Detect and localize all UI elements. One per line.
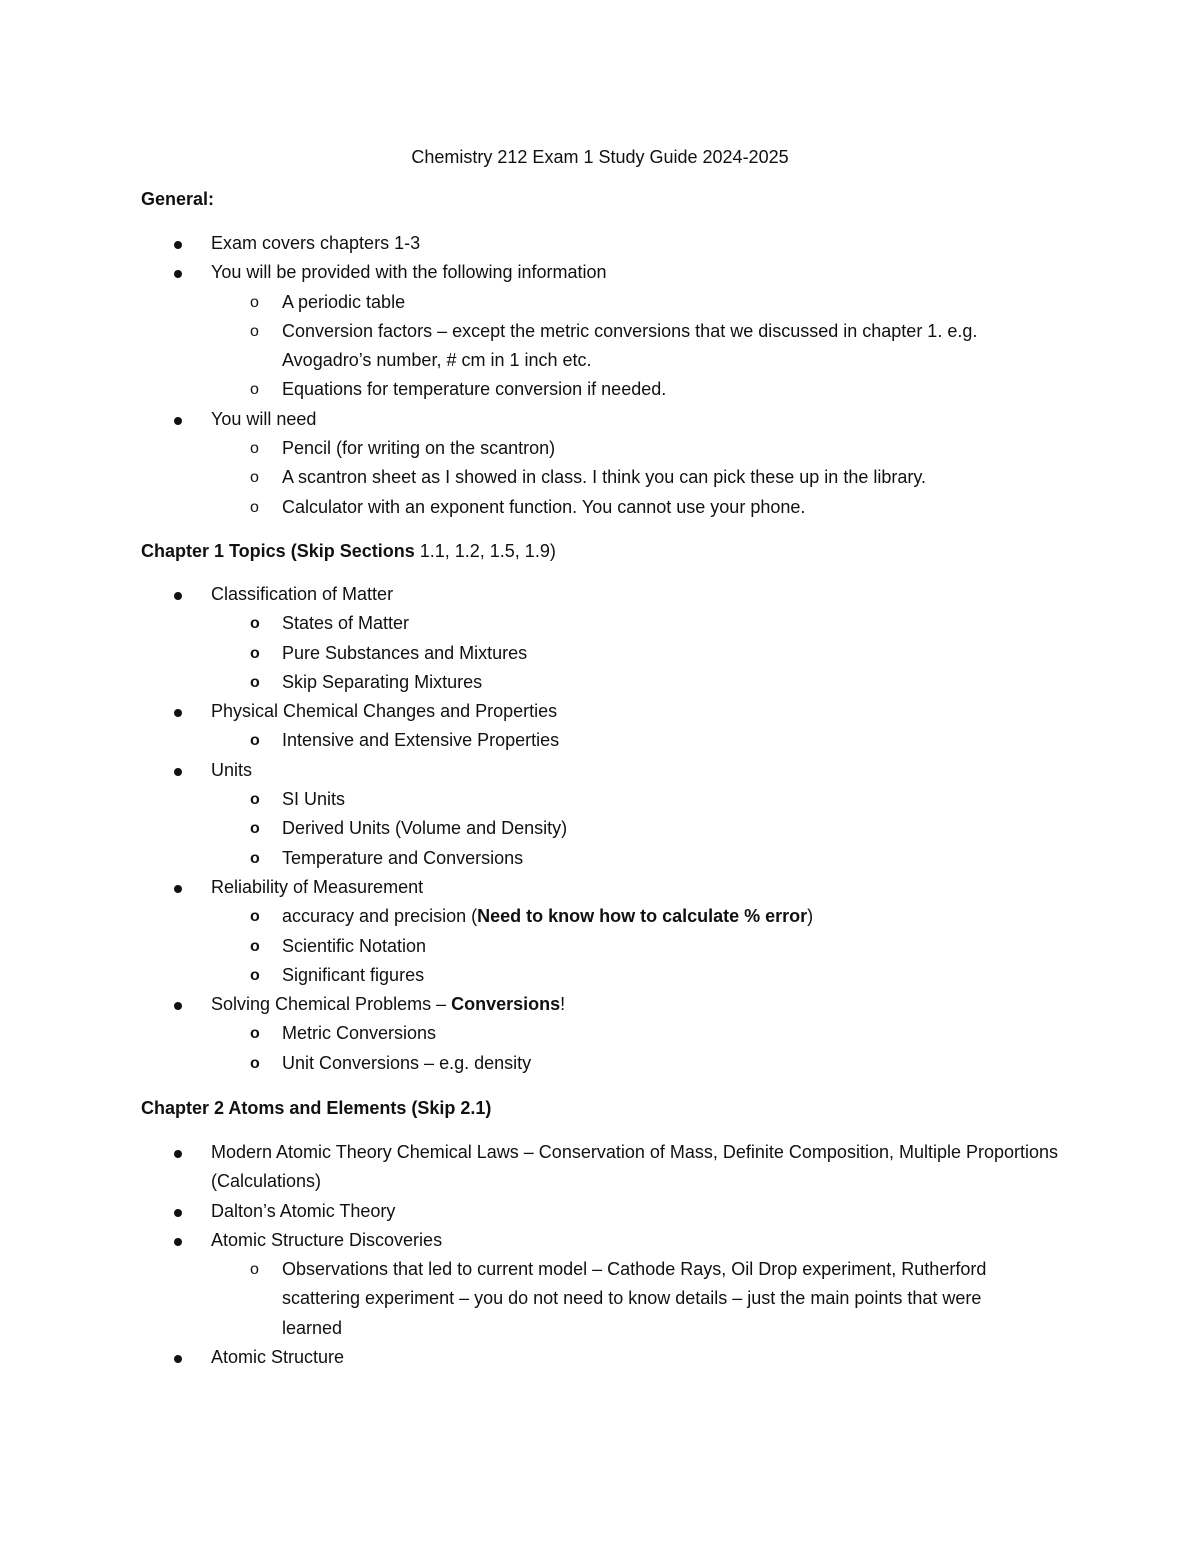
list-item-text: Reliability of Measurement <box>211 876 424 897</box>
list-item-text: Temperature and Conversions <box>282 847 524 868</box>
list-item-text: Dalton’s Atomic Theory <box>211 1200 396 1221</box>
list-item <box>0 668 1200 697</box>
ring-bullet-icon: o <box>250 849 260 867</box>
list-item <box>0 463 1200 492</box>
list-item <box>0 873 1200 902</box>
list-item-text: Pencil (for writing on the scantron) <box>282 438 556 459</box>
ring-bullet-icon: o <box>250 615 260 633</box>
list-item-text: Physical Chemical Changes and Properties <box>211 701 558 722</box>
list-item-text: You will be provided with the following information <box>211 262 607 283</box>
list-item-text: Calculator with an exponent function. You cannot use your phone. <box>282 496 806 517</box>
list-item-text: Atomic Structure <box>211 1347 345 1368</box>
list-item-text: A periodic table <box>282 291 406 312</box>
list-item <box>0 814 1200 843</box>
list-item-text: A scantron sheet as I showed in class. I think you can pick these up in the library. <box>282 467 927 488</box>
list-item-text: States of Matter <box>282 613 410 634</box>
heading-bold-part: Chapter 1 Topics (Skip Sections <box>141 541 415 561</box>
bullet-icon <box>174 1343 182 1372</box>
list-item-text: Conversion factors – except the metric conversions that we discussed in chapter 1. e.g. Avogadro’s number, # cm in 1 inch etc. <box>282 320 978 371</box>
section-heading-chapter-1 <box>141 539 556 563</box>
list-item <box>0 932 1200 961</box>
list-item <box>0 1019 1200 1048</box>
ring-bullet-icon: o <box>250 820 260 838</box>
list-item <box>0 405 1200 434</box>
ring-bullet-icon: o <box>250 469 259 487</box>
list-item-text: Derived Units (Volume and Density) <box>282 818 568 839</box>
bullet-icon <box>174 873 182 902</box>
list-item <box>0 961 1200 990</box>
list-item <box>0 288 1200 317</box>
heading-normal-part: 1.1, 1.2, 1.5, 1.9) <box>414 541 556 561</box>
page-title: Chemistry 212 Exam 1 Study Guide 2024-2025 <box>411 147 789 167</box>
ring-bullet-icon: o <box>250 732 260 750</box>
ring-bullet-icon: o <box>250 322 259 340</box>
list-item <box>0 1197 1200 1226</box>
ring-bullet-icon: o <box>250 1025 260 1043</box>
ring-bullet-icon: o <box>250 908 260 926</box>
list-item-text: Unit Conversions – e.g. density <box>282 1052 532 1073</box>
list-item <box>0 1226 1200 1255</box>
list-item-text: Metric Conversions <box>282 1023 437 1044</box>
list-item-text: SI Units <box>282 789 346 810</box>
list-item-text: Atomic Structure Discoveries <box>211 1229 443 1250</box>
list-item <box>0 902 1200 931</box>
bullet-icon <box>174 990 182 1019</box>
bullet-icon <box>174 697 182 726</box>
list-item <box>0 639 1200 668</box>
list-item-text: Skip Separating Mixtures <box>282 671 483 692</box>
list-item <box>0 580 1200 609</box>
list-item-text: Classification of Matter <box>211 584 394 604</box>
text-part: ) <box>807 906 814 927</box>
list-item <box>0 1343 1200 1372</box>
list-item-text: Intensive and Extensive Properties <box>282 730 560 751</box>
list-item <box>0 317 1200 376</box>
bullet-icon <box>174 1226 182 1255</box>
list-item-text: Exam covers chapters 1-3 <box>211 233 421 253</box>
chapter-1-list <box>0 580 1200 1078</box>
ring-bullet-icon: o <box>250 440 259 458</box>
bullet-icon <box>174 258 182 287</box>
ring-bullet-icon: o <box>250 673 260 691</box>
list-item <box>0 990 1200 1019</box>
list-item <box>0 609 1200 638</box>
ring-bullet-icon: o <box>250 498 259 516</box>
list-item <box>0 493 1200 522</box>
bullet-icon <box>174 1197 182 1226</box>
list-item-text: Equations for temperature conversion if needed. <box>282 379 667 400</box>
list-item <box>0 756 1200 785</box>
list-item <box>0 1138 1200 1197</box>
ring-bullet-icon: o <box>250 381 259 399</box>
bullet-icon <box>174 229 182 258</box>
emphasis-text: Need to know how to calculate % error <box>477 906 808 927</box>
list-item <box>0 375 1200 404</box>
ring-bullet-icon: o <box>250 293 259 311</box>
text-part: accuracy and precision ( <box>282 906 478 927</box>
ring-bullet-icon: o <box>250 791 260 809</box>
bullet-icon <box>174 580 182 609</box>
list-item <box>0 844 1200 873</box>
chapter-2-list <box>0 1138 1200 1372</box>
list-item <box>0 1255 1200 1343</box>
list-item-text: Observations that led to current model – Cathode Rays, Oil Drop experiment, Rutherford scattering experiment – you do not need to know details – just the main points that were learned <box>282 1259 987 1338</box>
ring-bullet-icon: o <box>250 644 260 662</box>
list-item <box>0 258 1200 287</box>
bullet-icon <box>174 405 182 434</box>
list-item-text: Modern Atomic Theory Chemical Laws – Conservation of Mass, Definite Composition, Multiple Proportions (Calculations) <box>211 1142 1059 1192</box>
list-item-text <box>282 906 813 926</box>
ring-bullet-icon: o <box>250 937 260 955</box>
text-part: ! <box>560 994 566 1015</box>
list-item-text: Pure Substances and Mixtures <box>282 642 528 663</box>
bullet-icon <box>174 756 182 785</box>
bullet-icon <box>174 1138 182 1167</box>
general-list <box>0 229 1200 522</box>
list-item <box>0 726 1200 755</box>
list-item <box>0 434 1200 463</box>
section-heading-chapter-2: Chapter 2 Atoms and Elements (Skip 2.1) <box>141 1098 492 1118</box>
list-item <box>0 229 1200 258</box>
text-part: Solving Chemical Problems – <box>211 994 452 1015</box>
list-item-text: Significant figures <box>282 964 425 985</box>
list-item <box>0 785 1200 814</box>
list-item-text: You will need <box>211 408 317 429</box>
ring-bullet-icon: o <box>250 1261 259 1279</box>
section-heading-general: General: <box>141 189 215 209</box>
list-item <box>0 1049 1200 1078</box>
ring-bullet-icon: o <box>250 1054 260 1072</box>
list-item-text: Scientific Notation <box>282 935 427 956</box>
ring-bullet-icon: o <box>250 966 260 984</box>
list-item-text: Units <box>211 759 253 780</box>
emphasis-text: Conversions <box>451 994 561 1015</box>
list-item-text <box>211 994 565 1014</box>
list-item <box>0 697 1200 726</box>
